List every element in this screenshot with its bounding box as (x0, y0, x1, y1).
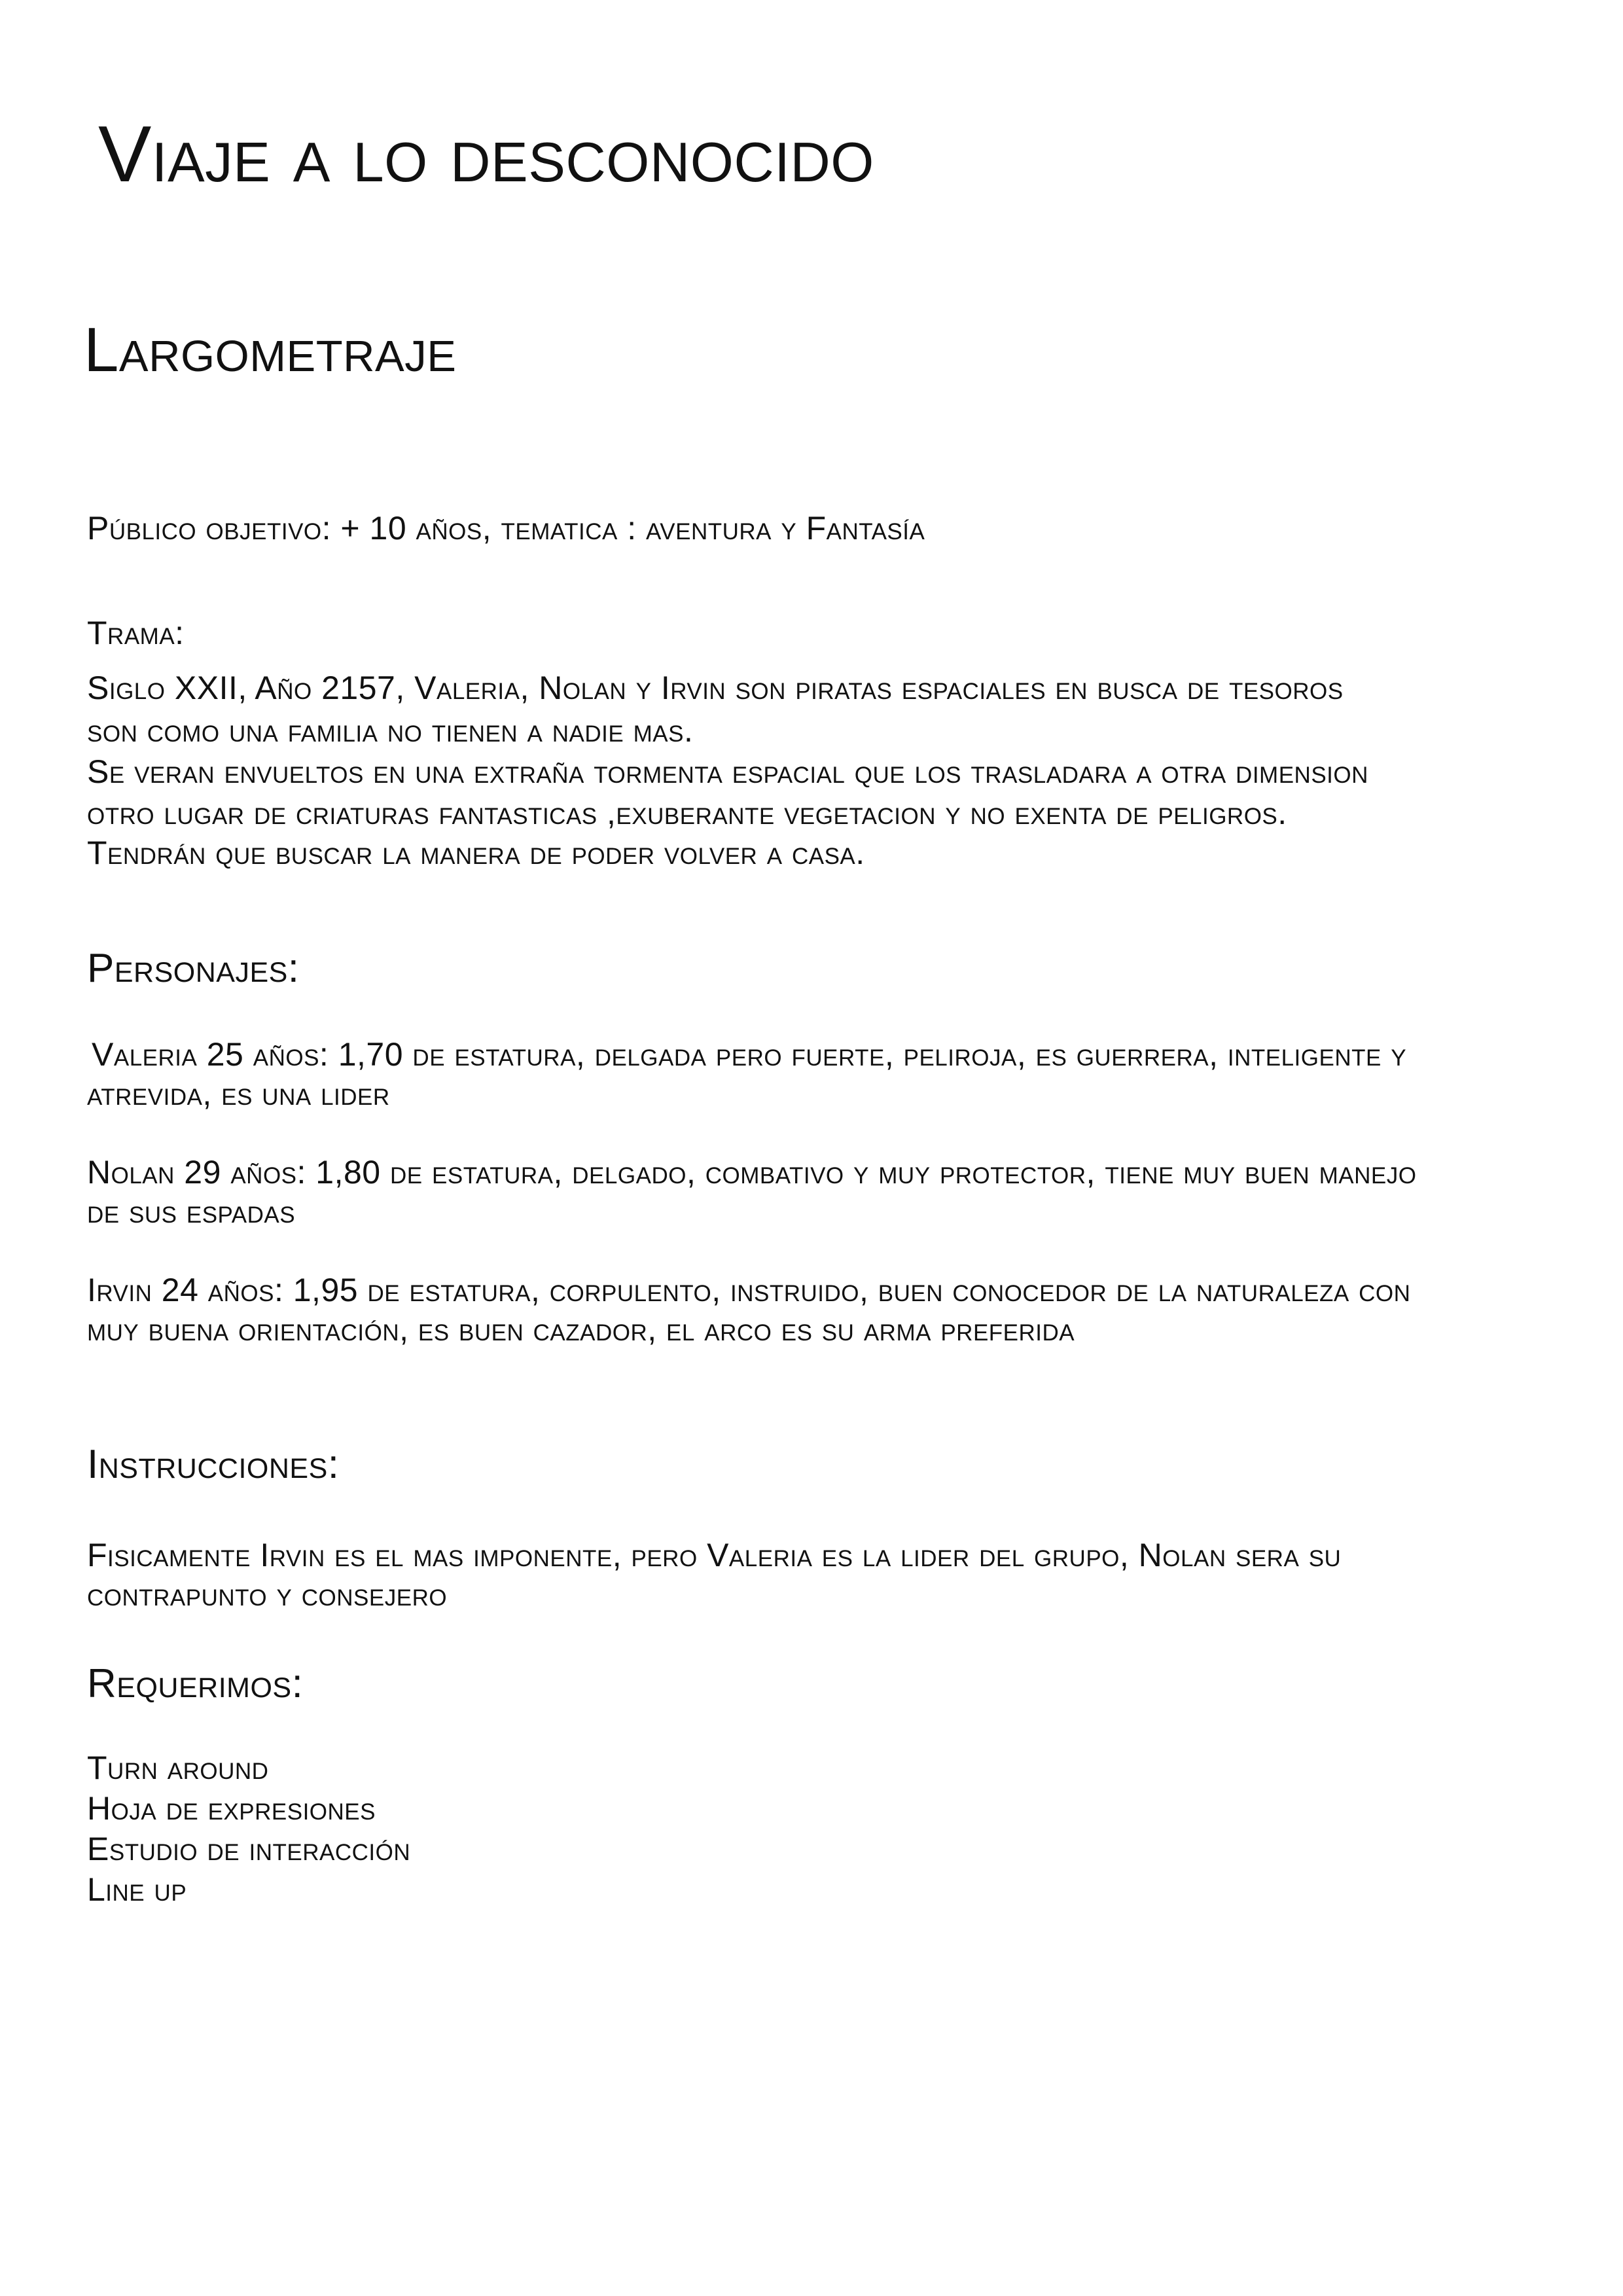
character-description: de sus espadas (87, 1193, 296, 1230)
trama-line: Siglo XXII, Año 2157, Valeria, Nolan y Irvin son piratas espaciales en busca de tesoros (87, 670, 1344, 706)
instrucciones-text: contrapunto y consejero (87, 1576, 448, 1613)
trama-heading: Trama: (87, 615, 185, 651)
character-description: Nolan 29 años: 1,80 de estatura, delgado, combativo y muy protector, tiene muy buen manejo (87, 1154, 1417, 1191)
list-item: Estudio de interacción (87, 1831, 411, 1867)
character-description: Valeria 25 años: 1,70 de estatura, delgada pero fuerte, peliroja, es guerrera, inteligente y (92, 1036, 1407, 1073)
list-item: Turn around (87, 1749, 269, 1786)
trama-line: Se veran envueltos en una extraña tormenta espacial que los trasladara a otra dimension (87, 753, 1368, 790)
trama-line: Tendrán que buscar la manera de poder volver a casa. (87, 834, 865, 871)
character-description: Irvin 24 años: 1,95 de estatura, corpulento, instruido, buen conocedor de la naturaleza con (87, 1272, 1411, 1308)
trama-line: son como una familia no tienen a nadie mas. (87, 712, 694, 749)
character-description: muy buena orientación, es buen cazador, el arco es su arma preferida (87, 1311, 1075, 1348)
instrucciones-heading: Instrucciones: (87, 1442, 340, 1487)
instrucciones-text: Fisicamente Irvin es el mas imponente, pero Valeria es la lider del grupo, Nolan sera su (87, 1537, 1342, 1573)
trama-line: otro lugar de criaturas fantasticas ,exuberante vegetacion y no exenta de peligros. (87, 795, 1287, 831)
list-item: Hoja de expresiones (87, 1790, 376, 1827)
audience-line: Público objetivo: + 10 años, tematica : aventura y Fantasía (87, 510, 925, 547)
requerimos-heading: Requerimos: (87, 1661, 304, 1706)
personajes-heading: Personajes: (87, 946, 300, 991)
document-subtitle: Largometraje (84, 315, 457, 385)
requirements-list (87, 1748, 410, 1910)
document-title: Viaje a lo desconocido (98, 109, 874, 198)
list-item: Line up (87, 1871, 187, 1908)
character-description: atrevida, es una lider (87, 1075, 390, 1112)
